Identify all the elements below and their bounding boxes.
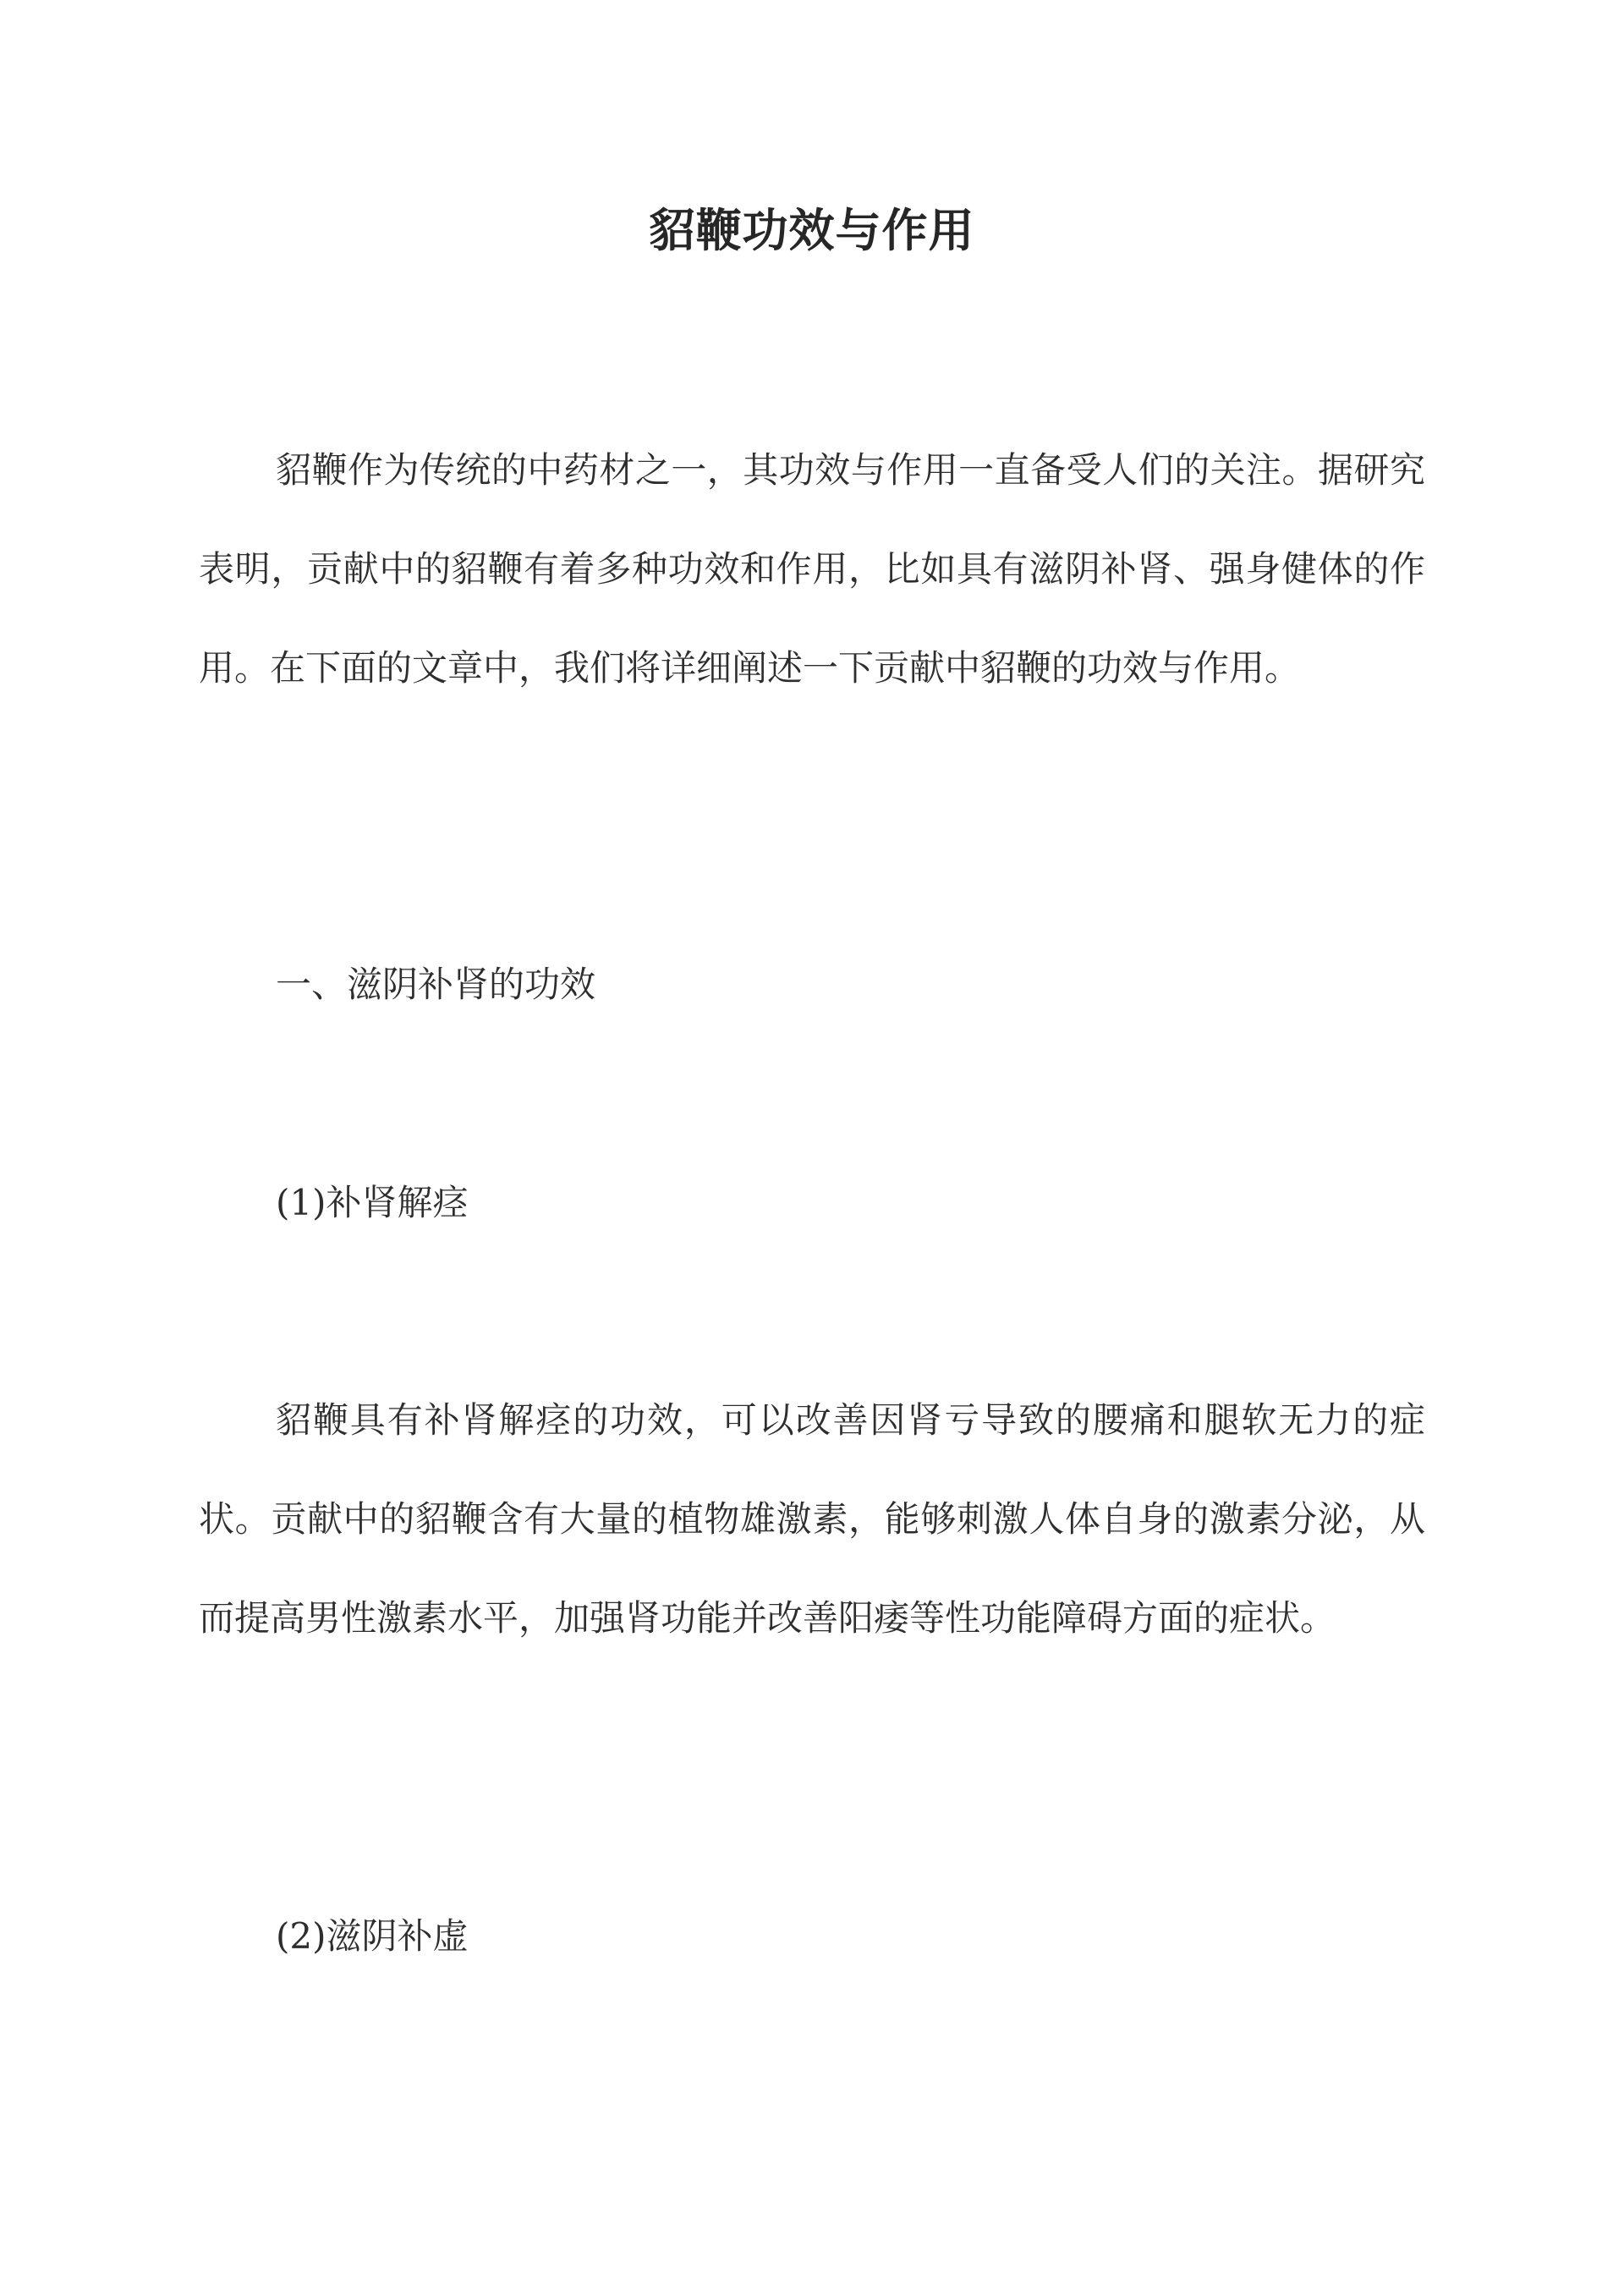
document-title: 貂鞭功效与作用: [649, 203, 975, 257]
subsection-heading-one: (1)补肾解痉: [276, 1182, 469, 1223]
subsection-one-paragraph: 貂鞭具有补肾解痉的功效，可以改善因肾亏导致的腰痛和腿软无力的症状。贡献中的貂鞭含有大量的植物雄激素，能够刺激人体自身的激素分泌，从而提高男性激素水平，加强肾功能并改善阳痿等性功能障碍方面的症状。: [199, 1399, 1425, 1639]
intro-paragraph: 貂鞭作为传统的中药材之一，其功效与作用一直备受人们的关注。据研究表明，贡献中的貂鞭有着多种功效和作用，比如具有滋阴补肾、强身健体的作用。在下面的文章中，我们将详细阐述一下贡献中貂鞭的功效与作用。: [199, 449, 1425, 689]
subsection-heading-two: (2)滋阴补虚: [276, 1915, 469, 1957]
section-heading-one: 一、滋阴补肾的功效: [276, 964, 596, 1005]
